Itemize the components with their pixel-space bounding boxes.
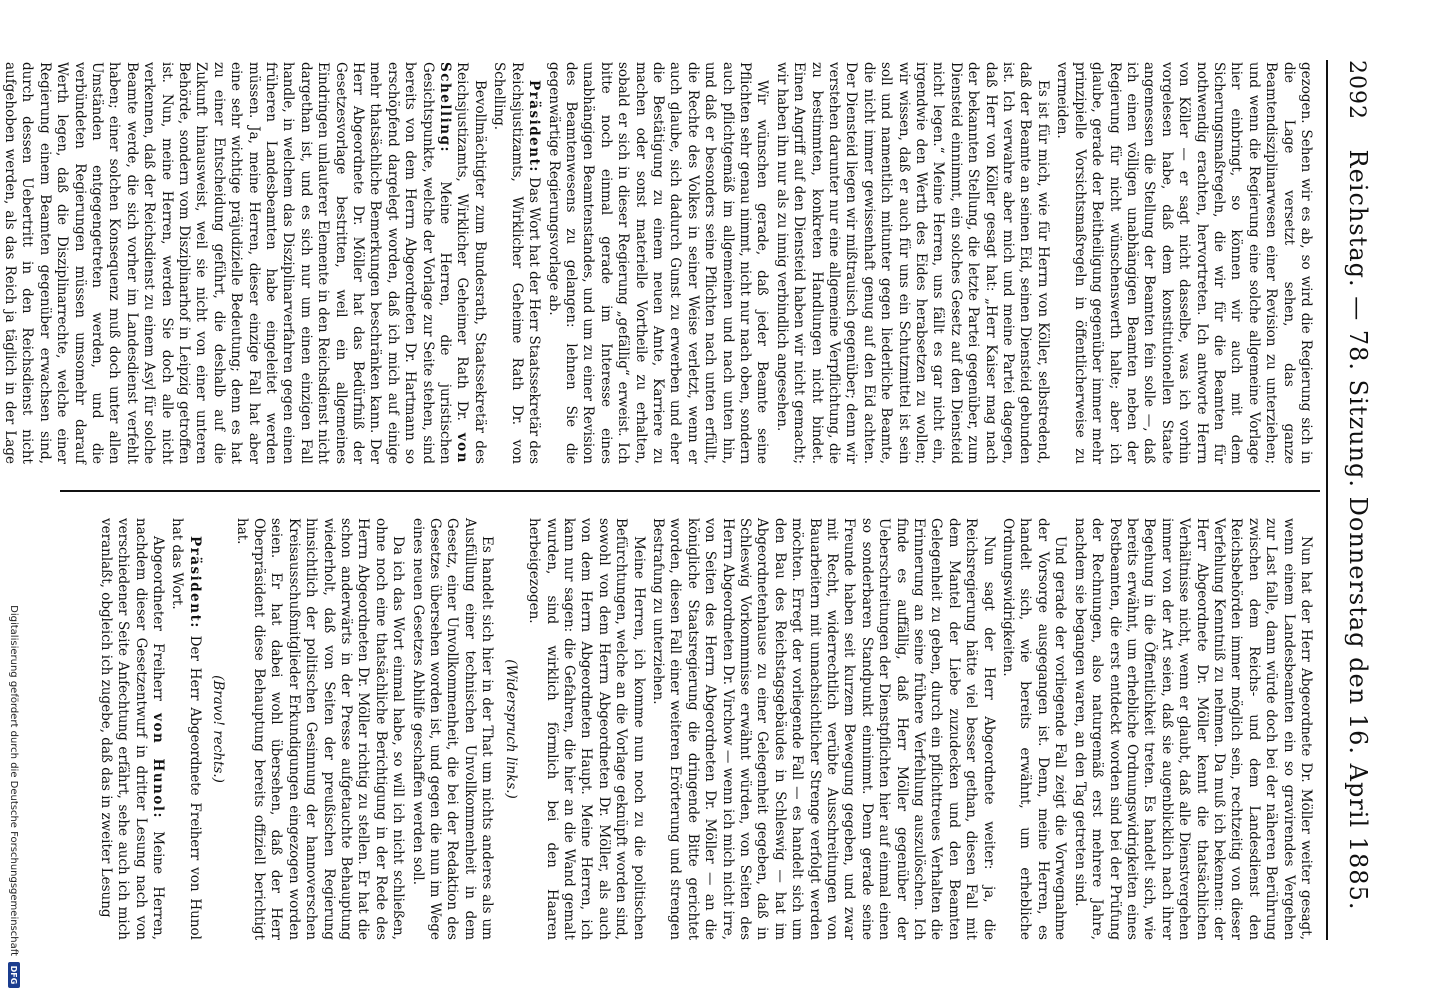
paragraph: Und gerade der vorliegende Fall zeigt die Vorwegnahme der Vorsorge ausgegangen ist. Denn, meine Herren, es handelt sich, wie bereits erwähnt, um erhebliche Ordnungswidrigkeiten. (1000, 518, 1069, 940)
interjection: (Widerspruch links.) (502, 659, 519, 799)
paragraph: Nun sagt der Herr Abgeordnete weiter: ja, die Reichsregierung hätte viel besser gethan, diesen Fall mit dem Mantel der Liebe zuzudecken und den Beamten Gelegenheit zu geben, durch ein pflichttreues Verhalten die Erinnerung an seine frühere Verfehlung auszulöschen. Ich finde es auffällig, daß Herr Möller gegenüber der Ueberschreitungen der Dienstpflichten hier auf einmal einen so sonderbaren Standpunkt einnimmt. Denn gerade seine Freunde haben seit kurzem Bewegung gegeben, und zwar mit Recht, widerrechtlich verübte Ausschreitungen von Bauarbeitern mit unnachsichtlicher Strenge verfolgt werden möchten. Erregt der vorliegende Fall — es handelt sich um den Bau des Reichstagsgebäudes in Schleswig — hat im Abgeordnetenhause zu einer Gelegenheit gegeben, daß in Schleswig Vorkommnisse erwähnt würden, von Seiten des Herrn Abgeordneten Dr. Virchow — wenn ich mich nicht irre, von Seiten des Herrn Abgeordneten Dr. Möller — an die königliche Staatsregierung die dringende Bitte gerichtet worden, diesen Fall einer weiteren Erörterung und strengen Bestrafung zu unterziehen. (649, 518, 997, 940)
speaker-role: Bevollmächtigter zum Bundesrath, Staatssekretär des Reichsjustizamts, Wirklicher Geheimer Rath Dr. (454, 62, 488, 464)
digitization-footer (4, 0, 24, 1000)
page-title: Reichstag. — 78. Sitzung. Donnerstag den 16. April 1885. (1344, 149, 1372, 911)
paragraph: Es handelt sich hier in der That um nichts anderes als um Ausfüllung einer technischen Unvollkommenheit in dem Gesetz, einer Unvollkommenheit, die bei der Redaktion des Gesetzes übersehen worden ist, und gegen die nun im Wege eines neuen Gesetzes Abhilfe geschaffen werden soll. (409, 518, 496, 940)
speaker-label: Präsident: (526, 80, 543, 173)
left-column (1, 62, 1314, 464)
speech-text: Meine Herren, die juristischen Gesichtspunkte, welche der Vorlage zur Seite stehen, sind bereits von dem Herrn Abgeordneten Dr. Hartmann so erschöpfend dargelegt worden, daß ich mich auf einige mehr thatsächliche Bemerkungen beschränken kann. Der Herr Abgeordnete Dr. Möller hat das Bedürfniß der Gesetzesvorlage bestritten, weil ein allgemeines Eindringen unlauterer Elemente in den Reichsdienst nicht dargethan ist, und es sich nur um einen einzigen Fall handle, in welchem das Disziplinarverfahren gegen einen früheren Landesbeamten habe eingeleitet werden müssen. Ja, meine Herren, dieser einzige Fall hat aber eine sehr wichtige präjudizielle Bedeutung; denn es hat zu einer Entscheidung geführt, die deshalb auf die Zukunft hinausweist, weil sie nicht von einer unteren Behörde, sondern vom Disziplinarhof in Leipzig getroffen ist. Nun, meine Herren, werden Sie doch alle nicht verkennen, daß der Reichsdienst zu einem Asyl für solche Beamte werde, die sich vorher im Landesdienst verfehlt haben; einer solchen Konsequenz muß doch unter allen Umständen entgegengetreten werden, und die verbündeten Regierungen müssen umsomehr darauf Werth legen, daß die Disziplinarrechte, welche einer Regierung einem Beamten gegenüber erwachsen sind, durch dessen Uebertritt in den Reichsdienst nicht aufgehoben werden, als das Reich ja täglich in der Lage (1, 62, 454, 464)
footer-text: Digitalisierung gefördert durch die Deutsche Forschungsgemeinschaft (8, 605, 20, 956)
paragraph: gezogen. Sehen wir es ab, so wird die Regierung sich in die Lage versetzt sehen, das ganze Beamtendisziplinarwesen einer Revision zu unterziehen; und wenn die Regierung eine solche allgemeine Vorlage hier einbringt, so können wir auch mit dem Sicherungsmaßregeln, die wir für die Beamten für nothwendig erachten, hervortreten. Ich antworte Herrn von Köller — er sagt nicht dasselbe, was ich vorhin vorgelesen habe, daß dem konstitutionellen Staate angemessen die Stellung der Beamten fein solle —, daß ich einen völligen unabhängigen Beamten neben der Regierung für nicht wünschenswerth halte; aber ich glaube, gerade der Beitheiligung gegenüber immer mehr prinzipielle Vorsichtsmaßregeln in öffentlicherweise zu vermeiden. (1054, 62, 1314, 464)
speaker-label: von Hunol: (150, 713, 166, 819)
paragraph: Nun hat der Herr Abgeordnete Dr. Möller weiter gesagt, wenn einem Landesbeamten ein so gravirendes Vergehen zur Last falle, dann würde doch bei der näheren Berührung zwischen dem Reichs- und dem Landesdienst den Reichsbehörden immer möglich sein, rechtzeitig von dieser Verfehlung Kenntniß zu nehmen. Da muß ich bekennen: der Herr Abgeordnete Dr. Möller kennt die thatsächlichen Verhältnisse nicht, wenn er glaubt, daß alle Dienstvergehen immer von der Art seien, daß sie augenblicklich nach ihrer Begehung in die Öffentlichkeit treten. Es handelt sich, wie bereits erwähnt, um erhebliche Ordnungswidrigkeiten eines Postbeamten, die erst entdeckt worden sind bei der Prüfung der Rechnungen, also naturgemäß erst mehrere Jahre, nachdem sie begangen waren, an den Tag getreten sind. (1071, 518, 1314, 940)
speech-text: Das Wort hat der Herr Staatssekretär des Reichsjustizamts, Wirklicher Geheime Rath Dr. von Schelling. (491, 62, 543, 464)
speech-text: Der Herr Abgeordnete Freiherr von Hunol hat das Wort. (169, 518, 203, 940)
paragraph: Da ich das Wort einmal habe, so will ich nicht schließen, ohne noch eine thatsächliche Berichtigung in der Rede des Herrn Abgeordneten Dr. Möller richtig zu stellen. Er hat die schon anderwärts in der Presse aufgetauchte Behauptung wiederholt, daß von Seiten der preußischen Regierung hinsichtlich der politischen Gesinnung der hannoverschen Kreisausschußmitglieder Erkundigungen eingezogen worden seien. Er hat dabei wohl übersehen, daß der Herr Oberpräsident diese Behauptung bereits offiziell berichtigt hat. (233, 518, 407, 940)
paragraph: Es ist für mich, wie für Herrn von Köller, selbstredend, daß der Beamte an seinen Eid, seinen Diensteid gebunden ist. Ich verwahre aber mich und meine Partei dagegen, daß Herr von Köller gesagt hat: „Herr Kaiser mag nach der bekannten Stellung, die letzte Partei gegenüber, zum Diensteid einnimmt, ein solches Gesetz auf den Diensteid nicht legen.“ Meine Herren, uns fällt es gar nicht ein, irgendwie den Werth des Eides herabsetzen zu wollen; wir wissen, daß er auch für uns ein Schutzmittel ist sein soll und namentlich mitunter gegen liederliche Beamte, die nicht immer gewissenhaft genug auf den Eid achten. Der Diensteid liegen wir mißtrauisch gegenüber; denn wir verstehen darunter nur eine allgemeine Verpflichtung, die zu bestimmten, konkreten Handlungen nicht bindet. Einen Angriff auf den Diensteid haben wir nicht gemacht; wir haben ihn nur als zu innig verbindlich angesehen. (773, 62, 1051, 464)
speech-text: Meine Herren, nachdem dieser Gesetzentwurf in dritter Lesung nach von verschiedener Seite Anfechtung erfährt, sehe auch ich mich veranlaßt, obgleich ich zugebe, daß das in zweiter Lesung (97, 518, 166, 941)
page-number: 2092 (1344, 60, 1369, 120)
header-rule (1326, 60, 1328, 940)
speech-paragraph (96, 518, 166, 940)
speech-paragraph (0, 62, 488, 464)
paragraph: Wir wünschen gerade, daß jeder Beamte seine Pflichten sehr genau nimmt, nicht nur nach oben, sondern auch pflichtgemäß im allgemeinen und nach unten hin, und daß er besonders seine Pflichten nach unten erfüllt, die Rechte des Volkes in seiner Weise verletzt, wenn er auch glaube, sich dadurch Gunst zu erwerben und eher die Bestätigung zu einem neuen Amte, Karriere zu machen oder sonst materielle Vortheile zu erhalten, sobald er sich in dieser Regierung „gefällig“ erweist. Ich bitte noch einmal gerade im Interesse eines unabhängigen Beamtenstandes, und um zu einer Revision des Beamtenwesens zu gelangen: lehnen Sie die gegenwärtige Regierungsvorlage ab. (545, 62, 771, 464)
interjection: (Bravo! rechts.) (210, 675, 227, 783)
paragraph: Meine Herren, ich komme nun noch zu die politischen Befürchtungen, welche an die Vorlage geknüpft worden sind, sowohl von dem Herrn Abgeordneten Dr. Möller, als auch von dem Herrn Abgeordneten Haupt. Meine Herren, ich kann nur sagen: die Gefahren, die hier an die Wand gemalt wurden, sind wirklich förmlich bei den Haaren herbeigezogen. (526, 518, 647, 940)
speaker-label: Präsident: (186, 536, 203, 629)
right-column (97, 518, 1314, 941)
column-divider (60, 490, 1320, 492)
speaker-role: Abgeordneter Freiherr (150, 536, 166, 701)
speech-paragraph (168, 518, 203, 940)
speech-paragraph (490, 62, 542, 464)
dfg-logo: DFG (8, 962, 20, 988)
page-header (1332, 60, 1372, 940)
speaker-label: von Schelling: (437, 62, 471, 464)
